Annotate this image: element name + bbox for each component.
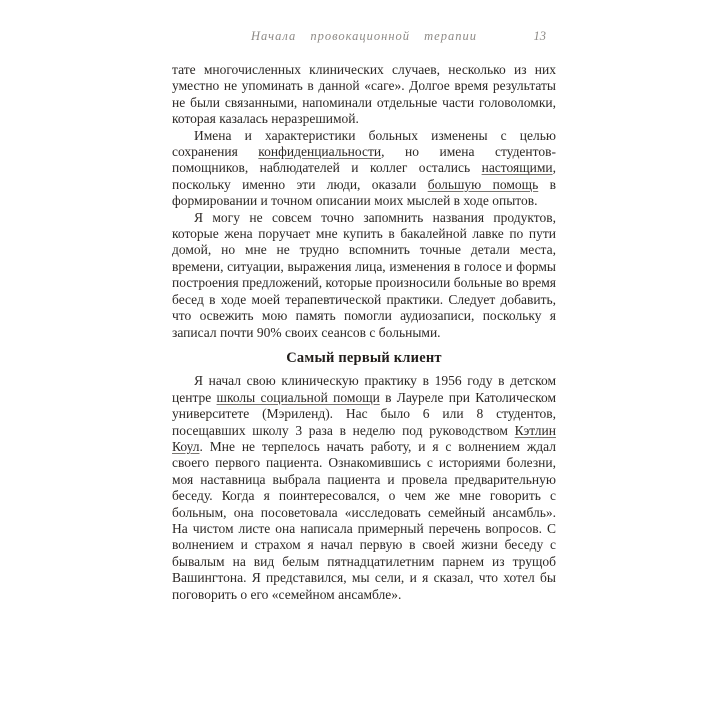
text-segment: тате многочисленных клинических случаев, несколько из них уместно не упоминать в данной «саге». Долгое время результаты не были связанными, напоминали отдельные части головоломки, которая казалась неразрешимой. <box>172 62 556 127</box>
page-number: 13 <box>533 29 546 43</box>
text-segment: , но имена студентов-помощников, наблюдателей и коллег остались <box>172 144 556 176</box>
page-body <box>172 62 556 603</box>
text-segment: . Мне не терпелось начать работу, и я с волнением ждал своего первого пациента. Ознакомившись с историями болезни, моя наставница выбрала пациента и провела предварительную беседу. Когда я поинтересовался, о чем же мне говорить с больным, она посоветовала «исследовать семейный ансамбль». На чистом листе она написала примерный перечень вопросов. С волнением и страхом я начал первую в своей жизни беседу с бывалым на вид белым пятнадцатилетним парнем из трущоб Вашингтона. Я представился, мы сели, и я сказал, что хотел бы поговорить о его «семейном ансамбле». <box>172 438 556 602</box>
underlined-text-segment: школы социальной помощи <box>216 389 380 405</box>
text-segment: , поскольку именно эти люди, оказали <box>172 160 556 192</box>
text-segment: Я начал свою клиническую практику в 1956 году в детском центре <box>172 373 556 405</box>
underlined-text-segment: конфиденциальности <box>258 144 382 160</box>
paragraph <box>172 62 556 128</box>
paragraph <box>172 373 556 603</box>
underlined-text-segment: настоящими <box>481 160 553 176</box>
text-segment: Имена и характеристики больных изменены с целью сохранения <box>172 127 556 160</box>
running-title: Начала провокационной терапии <box>251 29 477 43</box>
text-segment: Я могу не совсем точно запомнить названия продуктов, которые жена поручает мне купить в бакалейной лавке по пути домой, но мне не трудно вспомнить точные детали места, времени, ситуации, выражения лица, изменения в голосе и формы построения предложений, которые произносили больные во время бесед в ходе моей терапевтической практики. Следует добавить, что освежить мою память помогли аудиозаписи, поскольку я записал почти 90% своих сеансов с больными. <box>172 209 556 340</box>
text-segment: в Лауреле при Католическом университете (Мэриленд). Нас было 6 или 8 студентов, посещавших школу 3 раза в неделю под руководством <box>172 389 556 438</box>
underlined-text-segment: большую помощь <box>427 176 539 192</box>
page-header <box>172 29 556 47</box>
underlined-text-segment: Кэтлин Коул <box>172 422 556 454</box>
text-segment: Самый первый клиент <box>286 349 442 366</box>
paragraph <box>172 128 556 210</box>
paragraph <box>172 210 556 341</box>
text-segment: в формировании и точном описании моих мыслей в ходе опытов. <box>172 176 556 209</box>
section-heading <box>172 350 556 366</box>
